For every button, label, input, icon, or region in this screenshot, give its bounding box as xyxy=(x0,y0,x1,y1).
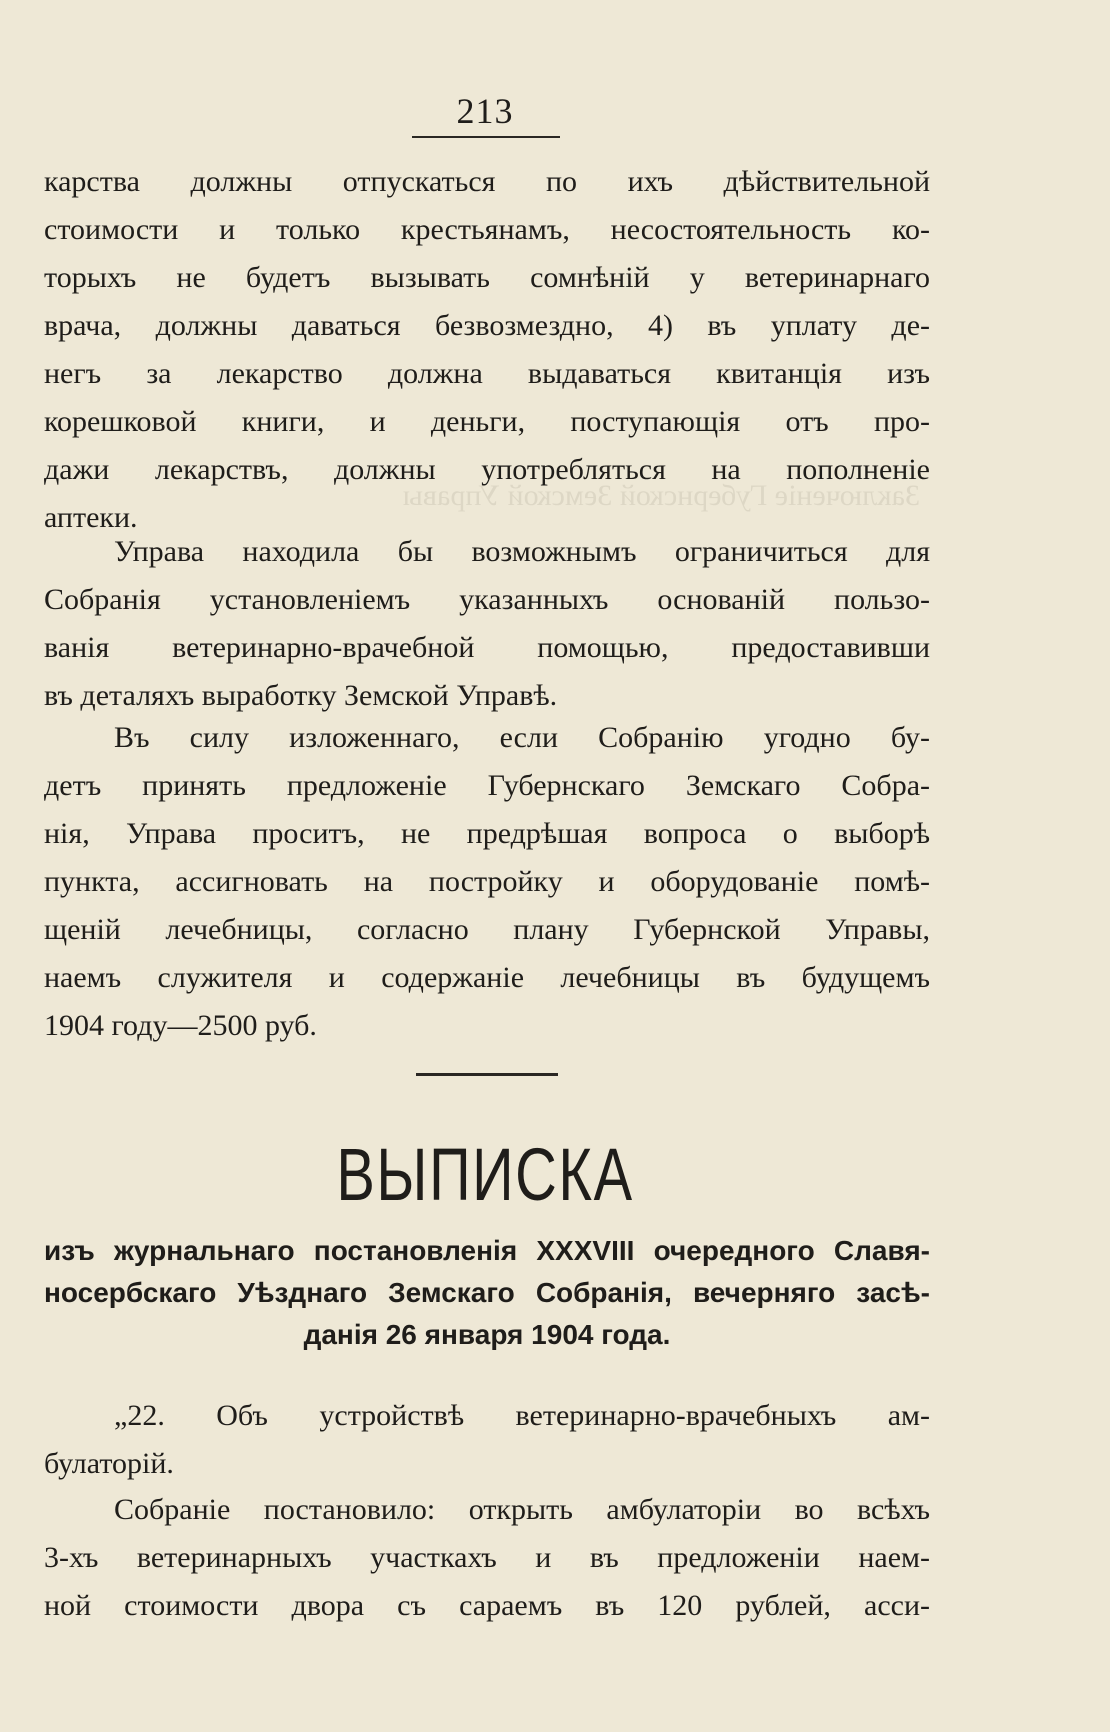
paragraph-v-silu xyxy=(44,714,930,1050)
subtitle-line: изъ журнальнаго постановленія XXXVIII очередного Славя- xyxy=(44,1235,930,1266)
text-line: нія, Управа проситъ, не предрѣшая вопроса о выборѣ xyxy=(44,817,930,850)
text-line: детъ принять предложеніе Губернскаго Земскаго Собра- xyxy=(44,769,930,802)
text-line: въ деталяхъ выработку Земской Управѣ. xyxy=(44,679,558,712)
text-line: негъ за лекарство должна выдаваться квитанція изъ xyxy=(44,357,930,390)
text-line: аптеки. xyxy=(44,501,138,534)
text-line: булаторій. xyxy=(44,1447,174,1480)
section-title: ВЫПИСКА xyxy=(336,1133,634,1216)
text-line: пункта, ассигновать на постройку и оборудованіе помѣ- xyxy=(44,865,930,898)
paragraph-uprava xyxy=(44,528,930,720)
subtitle-line: данія 26 января 1904 года. xyxy=(303,1319,671,1350)
text-line: наемъ служителя и содержаніе лечебницы въ будущемъ xyxy=(44,961,930,994)
section-divider xyxy=(416,1073,558,1076)
text-line: Собраніе постановило: открыть амбулаторіи во всѣхъ xyxy=(114,1493,930,1526)
show-through-text: Заключеніе Губернской Земской Управы xyxy=(402,479,920,512)
text-line: карства должны отпускаться по ихъ дѣйствительной xyxy=(44,165,930,198)
text-line: ной стоимости двора съ сараемъ въ 120 рублей, асси- xyxy=(44,1589,930,1622)
text-line: ванія ветеринарно-врачебной помощью, предоставивши xyxy=(44,631,930,664)
text-line: торыхъ не будетъ вызывать сомнѣній у ветеринарнаго xyxy=(44,261,930,294)
text-line: Управа находила бы возможнымъ ограничиться для xyxy=(114,535,930,568)
page-number-rule xyxy=(412,136,560,138)
section-subtitle xyxy=(44,1230,930,1356)
text-line: 1904 году—2500 руб. xyxy=(44,1009,317,1042)
paragraph-continued xyxy=(44,158,930,542)
text-line: щеній лечебницы, согласно плану Губернской Управы, xyxy=(44,913,930,946)
text-line: Въ силу изложеннаго, если Собранію угодно бу- xyxy=(114,721,930,754)
text-line: дажи лекарствъ, должны употребляться на пополненіе xyxy=(44,453,930,486)
text-line: „22. Объ устройствѣ ветеринарно-врачебныхъ ам- xyxy=(114,1399,930,1432)
text-line: Собранія установленіемъ указанныхъ основаній пользо- xyxy=(44,583,930,616)
paragraph-sobranie xyxy=(44,1486,930,1630)
page-number: 213 xyxy=(456,91,514,131)
paragraph-item-22 xyxy=(44,1392,930,1488)
text-line: врача, должны даваться безвозмездно, 4) въ уплату де- xyxy=(44,309,930,342)
text-line: корешковой книги, и деньги, поступающія отъ про- xyxy=(44,405,930,438)
subtitle-line: носербскаго Уѣзднаго Земскаго Собранія, вечерняго засѣ- xyxy=(44,1277,930,1308)
text-line: стоимости и только крестьянамъ, несостоятельность ко- xyxy=(44,213,930,246)
text-line: 3-хъ ветеринарныхъ участкахъ и въ предложеніи наем- xyxy=(44,1541,930,1574)
